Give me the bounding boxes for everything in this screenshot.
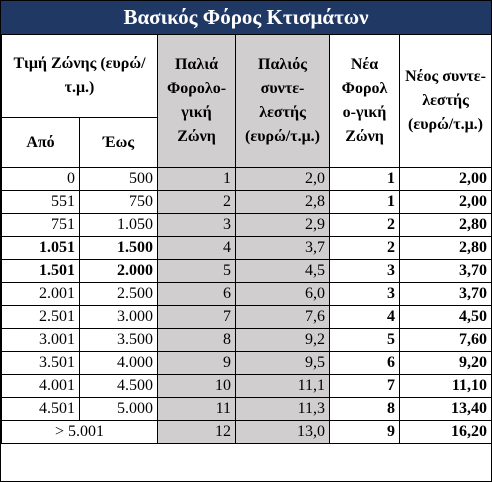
table-row	[2, 260, 492, 283]
old-zone-cell: 3	[158, 214, 236, 237]
from-cell: 1.501	[2, 260, 80, 283]
table-row	[2, 375, 492, 398]
new-zone-header: Νέα Φορολ ο-γική Ζώνη	[330, 35, 400, 168]
table-body	[2, 168, 492, 444]
new-coef-cell: 7,60	[400, 329, 492, 352]
table-row	[2, 329, 492, 352]
old-zone-cell: 10	[158, 375, 236, 398]
range-cell: > 5.001	[2, 421, 158, 444]
old-coef-cell: 4,5	[236, 260, 330, 283]
to-cell: 1.500	[80, 237, 158, 260]
new-zone-cell: 9	[330, 421, 400, 444]
from-cell: 2.501	[2, 306, 80, 329]
tax-table	[1, 34, 492, 444]
from-cell: 4.501	[2, 398, 80, 421]
table-row	[2, 283, 492, 306]
to-cell: 500	[80, 168, 158, 191]
old-coef-cell: 2,9	[236, 214, 330, 237]
old-coef-cell: 7,6	[236, 306, 330, 329]
old-zone-cell: 6	[158, 283, 236, 306]
to-cell: 2.000	[80, 260, 158, 283]
new-coef-cell: 2,00	[400, 168, 492, 191]
old-coef-cell: 11,1	[236, 375, 330, 398]
old-zone-cell: 5	[158, 260, 236, 283]
new-coef-cell: 2,80	[400, 214, 492, 237]
old-zone-cell: 9	[158, 352, 236, 375]
old-zone-cell: 7	[158, 306, 236, 329]
new-zone-cell: 4	[330, 306, 400, 329]
to-cell: 750	[80, 191, 158, 214]
to-cell: 3.500	[80, 329, 158, 352]
old-coef-cell: 6,0	[236, 283, 330, 306]
old-coef-cell: 11,3	[236, 398, 330, 421]
to-cell: 3.000	[80, 306, 158, 329]
old-coef-cell: 3,7	[236, 237, 330, 260]
from-cell: 0	[2, 168, 80, 191]
old-zone-header: Παλιά Φορολο-γική Ζώνη	[158, 35, 236, 168]
table-title: Βασικός Φόρος Κτισμάτων	[1, 1, 491, 34]
old-coef-cell: 2,0	[236, 168, 330, 191]
from-header: Από	[2, 118, 80, 168]
new-zone-cell: 2	[330, 237, 400, 260]
to-cell: 4.500	[80, 375, 158, 398]
new-zone-cell: 5	[330, 329, 400, 352]
new-coef-cell: 13,40	[400, 398, 492, 421]
to-cell: 1.050	[80, 214, 158, 237]
table-row	[2, 168, 492, 191]
old-coef-cell: 2,8	[236, 191, 330, 214]
new-coef-cell: 3,70	[400, 283, 492, 306]
new-zone-cell: 6	[330, 352, 400, 375]
to-cell: 2.500	[80, 283, 158, 306]
new-coef-header: Νέος συντε-λεστής (ευρώ/τ.μ.)	[400, 35, 492, 168]
new-coef-cell: 2,80	[400, 237, 492, 260]
old-zone-cell: 1	[158, 168, 236, 191]
new-zone-cell: 2	[330, 214, 400, 237]
new-zone-cell: 3	[330, 260, 400, 283]
old-zone-cell: 4	[158, 237, 236, 260]
old-coef-header: Παλιός συντε-λεστής (ευρώ/τ.μ.)	[236, 35, 330, 168]
table-row	[2, 352, 492, 375]
new-coef-cell: 2,00	[400, 191, 492, 214]
table-row	[2, 306, 492, 329]
table-row	[2, 214, 492, 237]
old-zone-cell: 11	[158, 398, 236, 421]
old-zone-cell: 12	[158, 421, 236, 444]
to-header: Έως	[80, 118, 158, 168]
zone-value-header: Τιμή Ζώνης (ευρώ/τ.μ.)	[2, 35, 158, 118]
from-cell: 551	[2, 191, 80, 214]
new-zone-cell: 1	[330, 191, 400, 214]
new-coef-cell: 4,50	[400, 306, 492, 329]
old-coef-cell: 9,2	[236, 329, 330, 352]
from-cell: 4.001	[2, 375, 80, 398]
table-row	[2, 398, 492, 421]
from-cell: 3.501	[2, 352, 80, 375]
to-cell: 5.000	[80, 398, 158, 421]
table-row	[2, 421, 492, 444]
from-cell: 2.001	[2, 283, 80, 306]
new-zone-cell: 7	[330, 375, 400, 398]
old-zone-cell: 8	[158, 329, 236, 352]
old-zone-cell: 2	[158, 191, 236, 214]
from-cell: 751	[2, 214, 80, 237]
new-coef-cell: 3,70	[400, 260, 492, 283]
new-coef-cell: 16,20	[400, 421, 492, 444]
old-coef-cell: 13,0	[236, 421, 330, 444]
to-cell: 4.000	[80, 352, 158, 375]
new-zone-cell: 1	[330, 168, 400, 191]
new-coef-cell: 9,20	[400, 352, 492, 375]
new-zone-cell: 3	[330, 283, 400, 306]
from-cell: 3.001	[2, 329, 80, 352]
new-coef-cell: 11,10	[400, 375, 492, 398]
table-row	[2, 191, 492, 214]
from-cell: 1.051	[2, 237, 80, 260]
new-zone-cell: 8	[330, 398, 400, 421]
old-coef-cell: 9,5	[236, 352, 330, 375]
table-row	[2, 237, 492, 260]
